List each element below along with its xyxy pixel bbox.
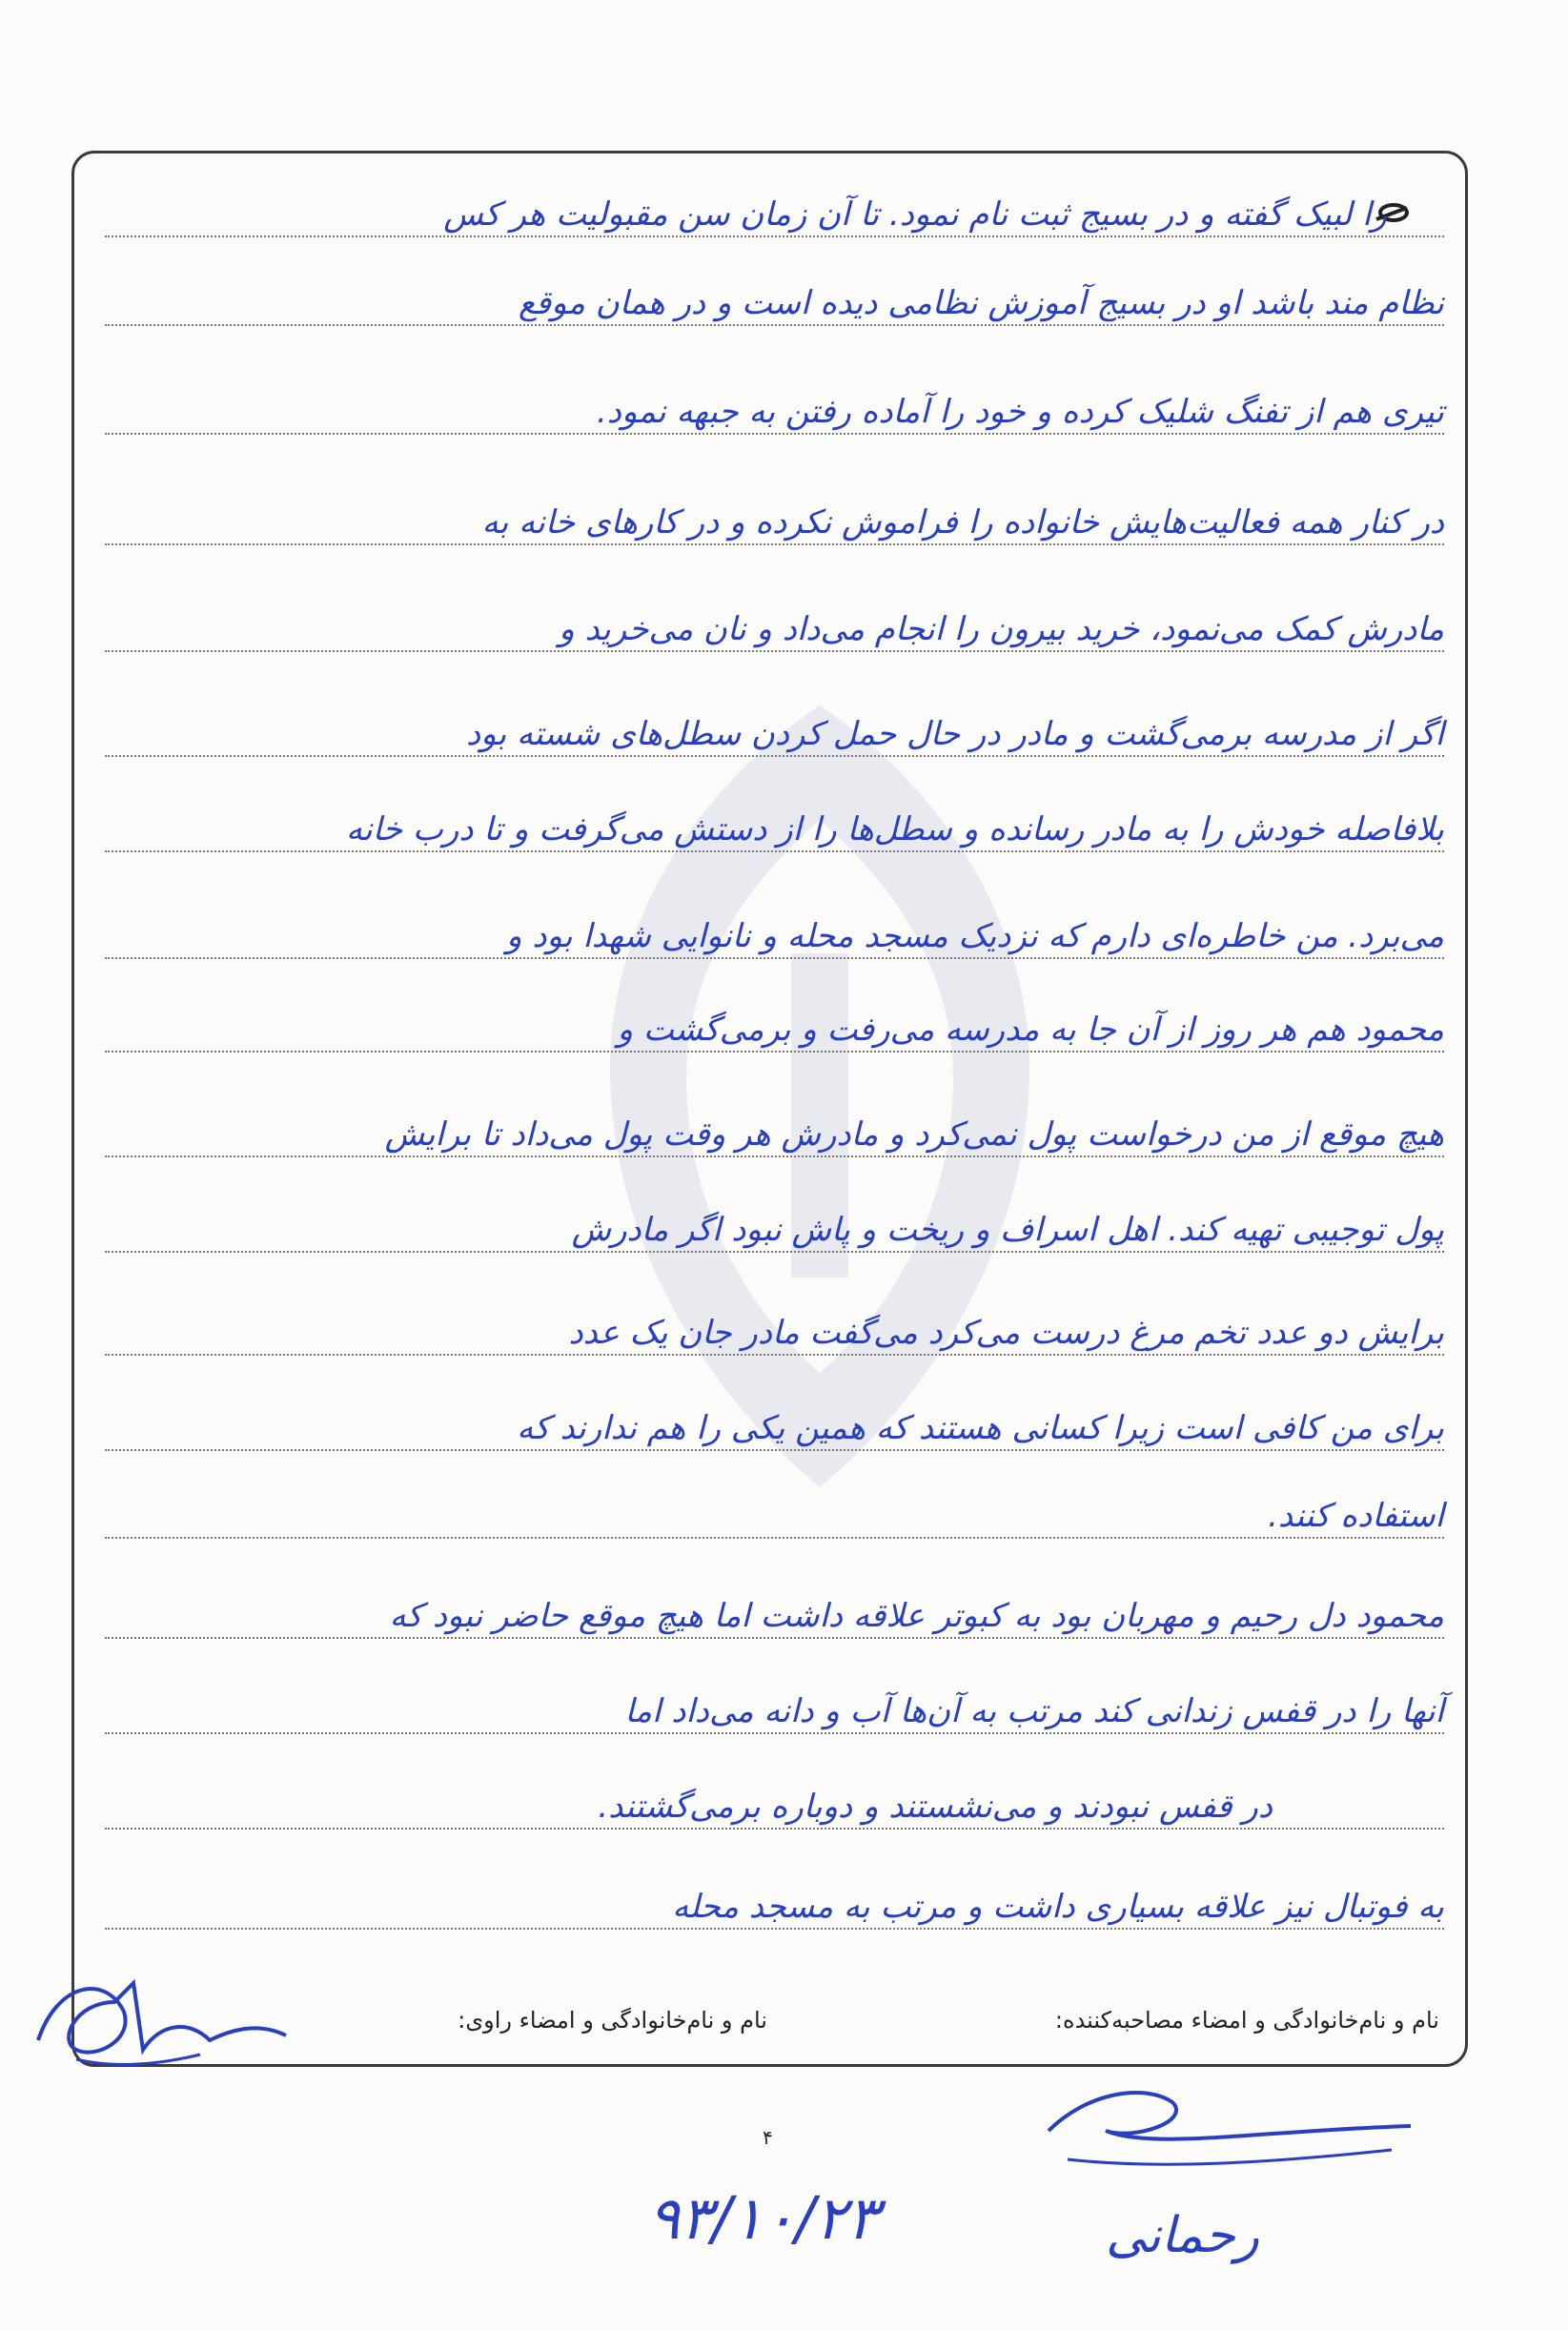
- text-line: [105, 992, 1444, 1053]
- line-text: اگر از مدرسه برمی‌گشت و مادر در حال حمل کردن سطل‌های شسته بود: [466, 715, 1444, 753]
- text-line: [105, 176, 1444, 237]
- line-text: بلافاصله خودش را به مادر رسانده و سطل‌ها را از دستش می‌گرفت و تا درب خانه: [346, 810, 1444, 849]
- text-line: [105, 1673, 1444, 1734]
- line-text: مادرش کمک می‌نمود، خرید بیرون را انجام می‌داد و نان می‌خرید و: [559, 610, 1444, 648]
- text-line: [105, 484, 1444, 545]
- text-line: [105, 1295, 1444, 1356]
- line-text: پول توجیبی تهیه کند. اهل اسراف و ریخت و پاش نبود اگر مادرش: [571, 1211, 1444, 1249]
- line-text: در کنار همه فعالیت‌هایش خانواده را فراموش نکرده و در کارهای خانه به: [481, 503, 1444, 542]
- text-line: [105, 1578, 1444, 1639]
- line-text: می‌برد. من خاطره‌ای دارم که نزدیک مسجد محله و نانوایی شهدا بود و: [506, 917, 1444, 955]
- text-line: [105, 265, 1444, 326]
- line-text: را لبیک گفته و در بسیج ثبت نام نمود. تا آن زمان سن مقبولیت هر کس: [443, 195, 1387, 234]
- text-line: [105, 1390, 1444, 1451]
- text-line: [105, 791, 1444, 852]
- line-text: آنها را در قفس زندانی کند مرتب به آن‌ها آب و دانه می‌داد اما: [624, 1692, 1444, 1730]
- line-text: استفاده کنند.: [1268, 1497, 1444, 1535]
- narrator-signature-label: نام و نام‌خانوادگی و امضاء راوی:: [458, 2007, 767, 2034]
- text-line: [105, 374, 1444, 435]
- text-line: [105, 1192, 1444, 1253]
- text-line: [105, 696, 1444, 757]
- line-text: محمود هم هر روز از آن جا به مدرسه می‌رفت و برمی‌گشت و: [617, 1011, 1444, 1049]
- text-line: [105, 591, 1444, 652]
- line-text: نظام مند باشد او در بسیج آموزش نظامی دیده است و در همان موقع: [518, 284, 1444, 322]
- line-text: هیچ موقع از من درخواست پول نمی‌کرد و مادرش هر وقت پول می‌داد تا برایش: [384, 1115, 1444, 1154]
- interviewer-signature: [1010, 2074, 1449, 2188]
- narrator-signature: [19, 1964, 305, 2078]
- handwritten-name: رحمانی: [1106, 2207, 1259, 2264]
- interviewer-signature-label: نام و نام‌خانوادگی و امضاء مصاحبه‌کننده:: [1054, 2007, 1439, 2034]
- text-line: [105, 1096, 1444, 1157]
- line-text: تیری هم از تفنگ شلیک کرده و خود را آماده رفتن به جبهه نمود.: [597, 393, 1444, 431]
- text-line: [105, 1769, 1444, 1830]
- line-text: به فوتبال نیز علاقه بسیاری داشت و مرتب به مسجد محله: [672, 1888, 1444, 1926]
- line-text: محمود دل رحیم و مهربان بود به کبوتر علاقه داشت اما هیچ موقع حاضر نبود که: [389, 1597, 1444, 1635]
- line-text: در قفس نبودند و می‌نشستند و دوباره برمی‌گشتند.: [598, 1788, 1273, 1826]
- text-line: [105, 1478, 1444, 1539]
- page-number: ۴: [763, 2126, 773, 2149]
- text-line: [105, 1869, 1444, 1930]
- line-text: برای من کافی است زیرا کسانی هستند که همین یکی را هم ندارند که: [517, 1409, 1444, 1447]
- handwritten-date: ۹۳/۱۰/۲۳: [648, 2183, 879, 2253]
- line-text: برایش دو عدد تخم مرغ درست می‌کرد می‌گفت مادر جان یک عدد: [568, 1314, 1444, 1352]
- text-line: [105, 898, 1444, 959]
